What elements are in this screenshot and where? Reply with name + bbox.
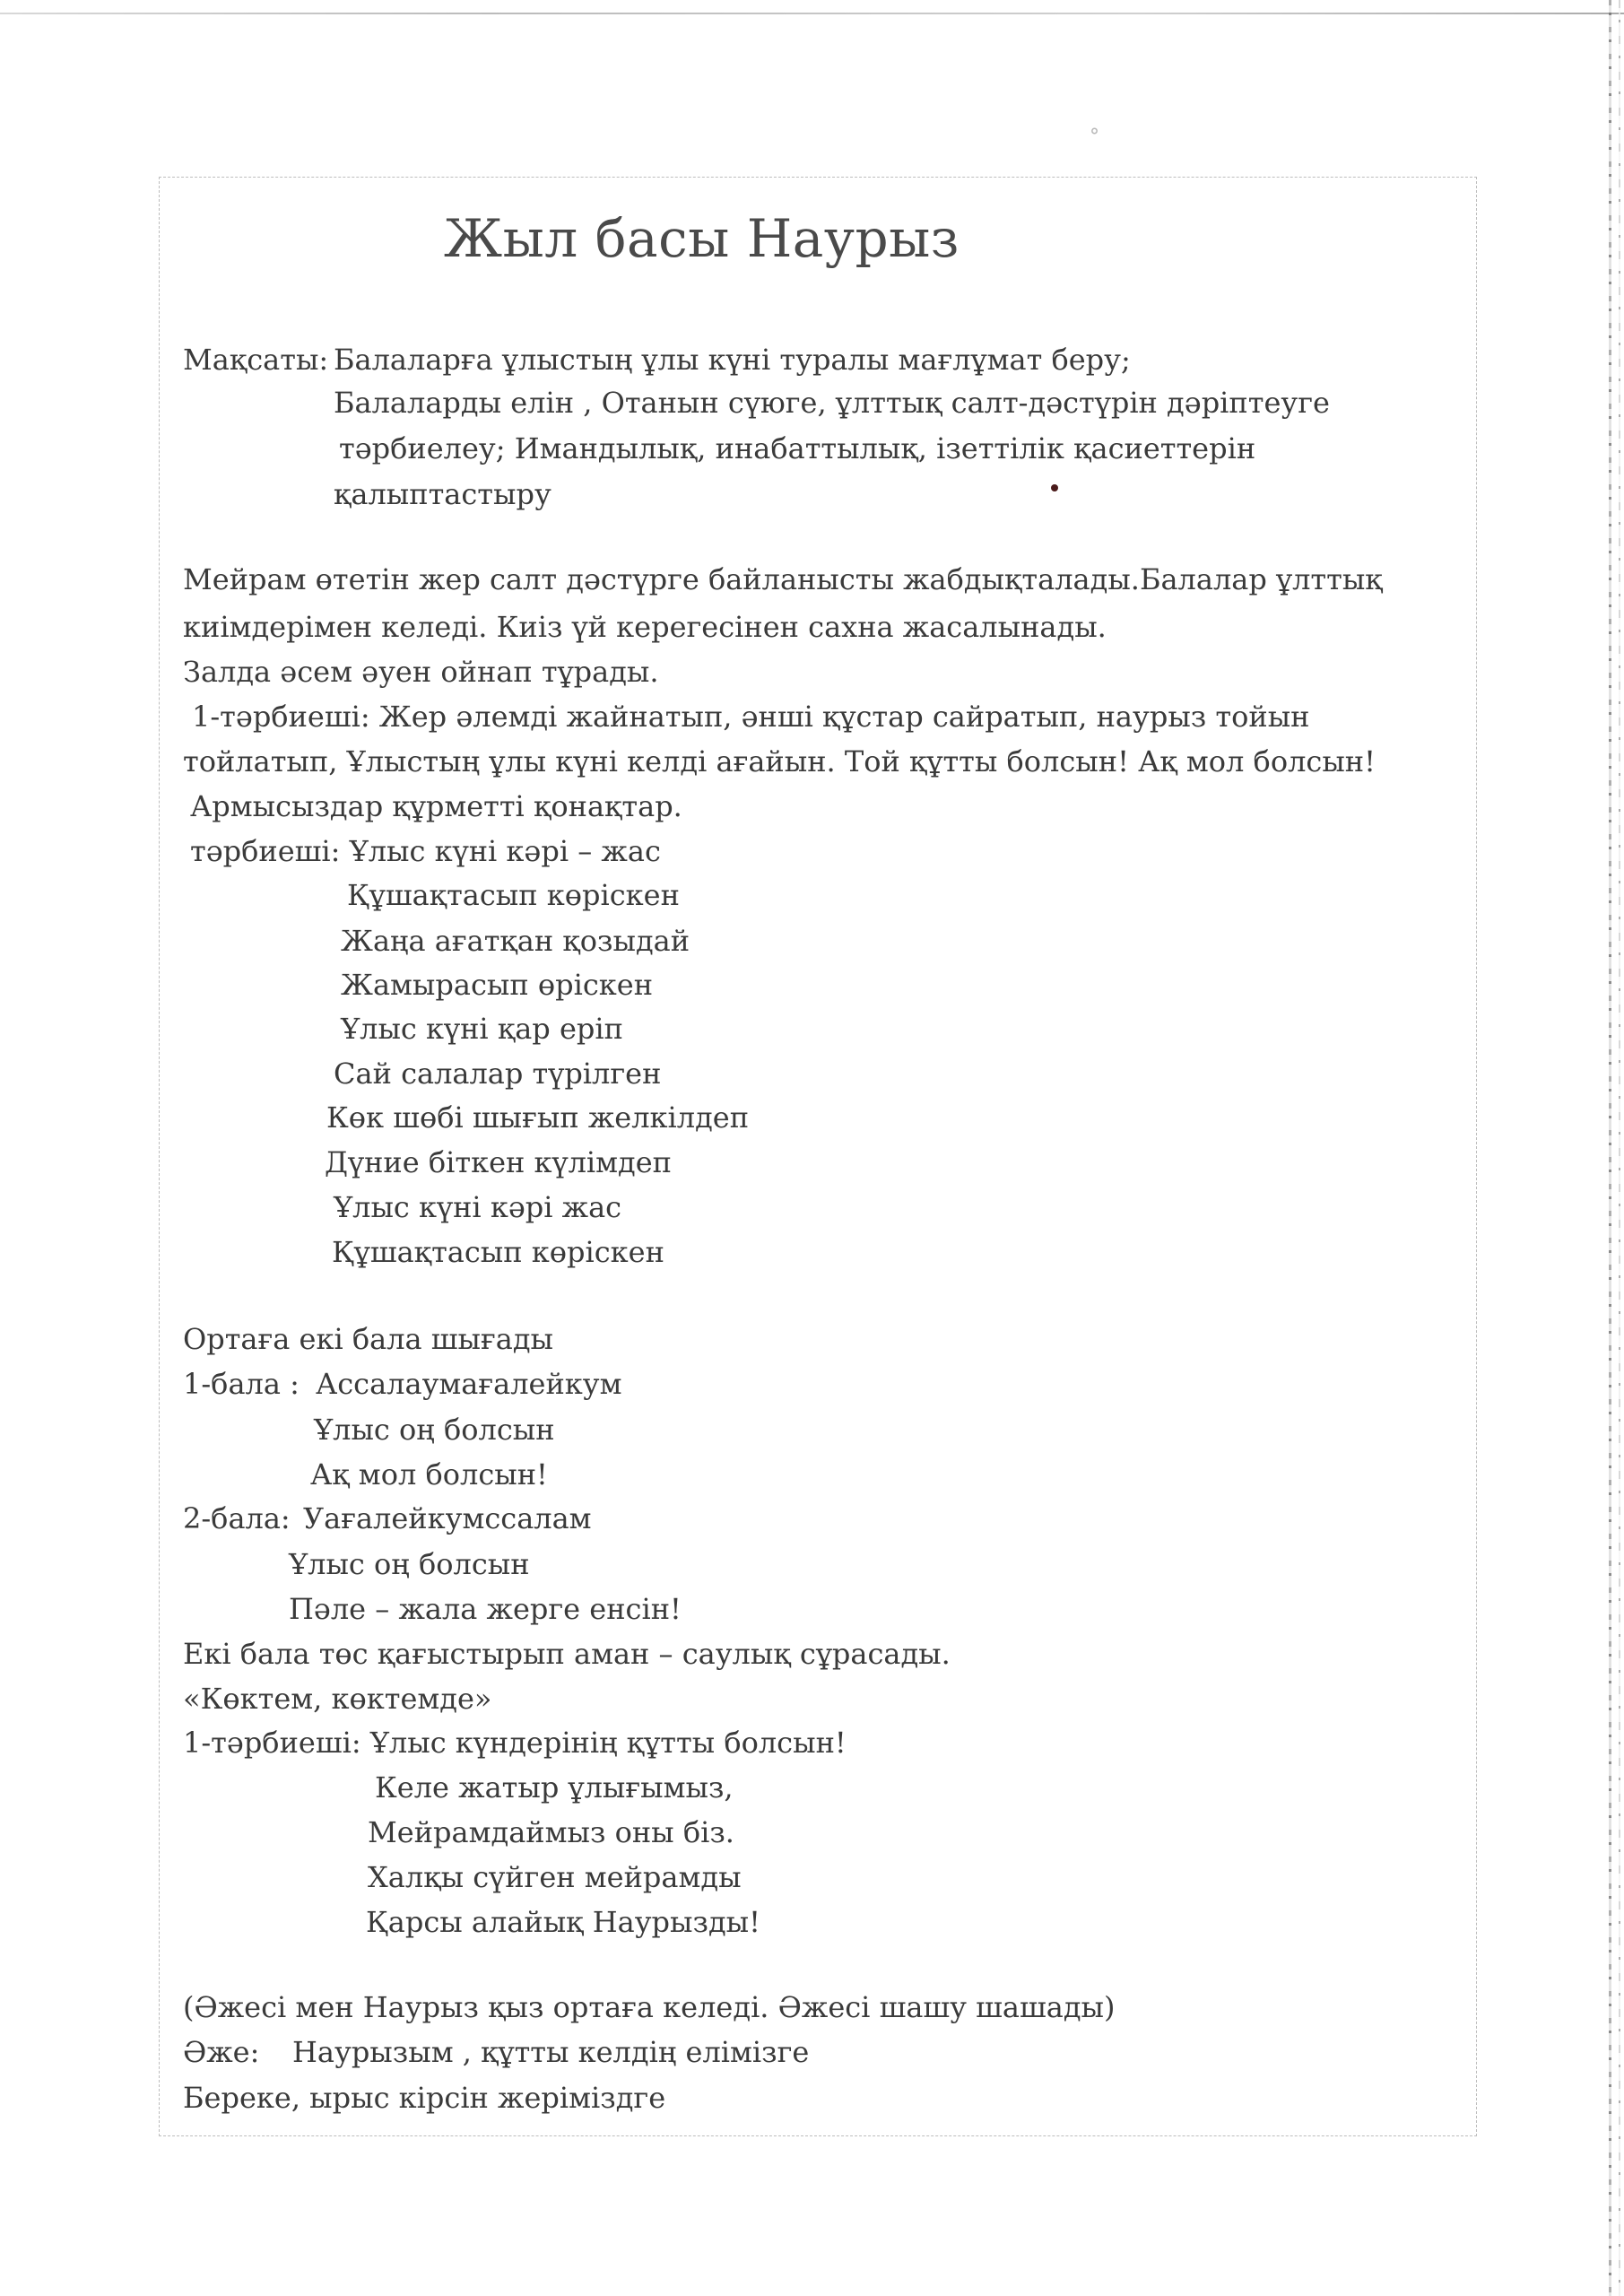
child1-label: 1-бала : bbox=[183, 1367, 300, 1401]
children-intro: Ортаға екі бала шығады bbox=[183, 1322, 553, 1356]
scan-smudge: ° bbox=[1090, 126, 1099, 148]
scan-right-edge-secondary bbox=[1619, 0, 1620, 2296]
purpose-line-3: тәрбиелеу; Имандылық, инабаттылық, ізеттілік қасиеттерін bbox=[339, 431, 1256, 465]
intro-line-4: 1-тәрбиеші: Жер әлемді жайнатып, әнші құстар сайратып, наурыз тойын bbox=[192, 700, 1310, 734]
poem1-line-3: Жамырасып өріскен bbox=[341, 968, 654, 1002]
intro-line-5: тойлатып, Ұлыстың ұлы күні келді ағайын. Той құтты болсын! Ақ мол болсын! bbox=[183, 744, 1376, 778]
child2-line-2: Ұлыс оң болсын bbox=[289, 1547, 530, 1581]
child1-line-1: Ассалаумағалейкум bbox=[316, 1367, 622, 1401]
closing-line-1: Наурызым , құтты келдің елімізге bbox=[292, 2035, 810, 2069]
closing-stage-direction: (Әжесі мен Наурыз қыз ортаға келеді. Әжесі шашу шашады) bbox=[183, 1990, 1116, 2024]
teacher2-poem-1: Келе жатыр ұлығымыз, bbox=[375, 1770, 734, 1805]
child1-line-2: Ұлыс оң болсын bbox=[314, 1413, 555, 1447]
poem1-line-6: Көк шөбі шығып желкілдеп bbox=[326, 1100, 750, 1135]
poem1-line-2: Жаңа ағатқан қозыдай bbox=[341, 924, 690, 958]
ink-dot bbox=[1051, 484, 1058, 491]
intro-line-6: Армысыздар құрметті қонақтар. bbox=[190, 789, 682, 823]
closing-line-2: Береке, ырыс кірсін жеріміздге bbox=[183, 2081, 666, 2115]
poem1-line-7: Дүние біткен күлімдеп bbox=[325, 1145, 672, 1179]
teacher2-poem-3: Халқы сүйген мейрамды bbox=[368, 1860, 742, 1894]
poem1-line-9: Құшақтасып көріскен bbox=[332, 1235, 664, 1269]
child2-label: 2-бала: bbox=[183, 1501, 291, 1535]
teacher2-poem-4: Қарсы алайық Наурызды! bbox=[366, 1905, 760, 1939]
child2-line-3: Пәле – жала жерге енсін! bbox=[289, 1592, 682, 1626]
intro-line-7: тәрбиеші: Ұлыс күні кәрі – жас bbox=[190, 834, 661, 868]
purpose-line-4: қалыптастыру bbox=[334, 477, 551, 511]
intro-line-3: Залда әсем әуен ойнап тұрады. bbox=[183, 655, 659, 689]
purpose-label: Мақсаты: bbox=[183, 343, 329, 377]
purpose-line-2: Балаларды елін , Отанын сүюге, ұлттық салт-дәстүрін дәріптеуге bbox=[334, 386, 1330, 420]
closing-label: Әже: bbox=[183, 2035, 260, 2069]
teacher2-poem-2: Мейрамдаймыз оны біз. bbox=[368, 1815, 734, 1849]
poem1-line-5: Сай салалар түрілген bbox=[334, 1057, 662, 1091]
teacher2-line: 1-тәрбиеші: Ұлыс күндерінің құтты болсын! bbox=[183, 1726, 847, 1760]
scan-right-edge bbox=[1609, 0, 1611, 2296]
intro-line-1: Мейрам өтетін жер салт дәстүрге байланысты жабдықталады.Балалар ұлттық bbox=[183, 562, 1383, 596]
intro-line-2: киімдерімен келеді. Киіз үй керегесінен сахна жасалынады. bbox=[183, 610, 1107, 644]
poem1-line-4: Ұлыс күні қар еріп bbox=[341, 1012, 623, 1046]
document-title: Жыл басы Наурыз bbox=[444, 208, 960, 269]
children-after: Екі бала төс қағыстырып аман – саулық сұрасады. bbox=[183, 1637, 951, 1671]
scan-top-line bbox=[0, 13, 1624, 14]
child2-line-1: Уағалейкумссалам bbox=[303, 1501, 592, 1535]
purpose-line-1: Балаларға ұлыстың ұлы күні туралы мағлұмат беру; bbox=[334, 343, 1131, 377]
poem1-line-1: Құшақтасып көріскен bbox=[347, 878, 680, 912]
child1-line-3: Ақ мол болсын! bbox=[310, 1457, 548, 1492]
poem1-line-8: Ұлыс күні кәрі жас bbox=[334, 1190, 622, 1224]
song-title: «Көктем, көктемде» bbox=[183, 1682, 492, 1716]
